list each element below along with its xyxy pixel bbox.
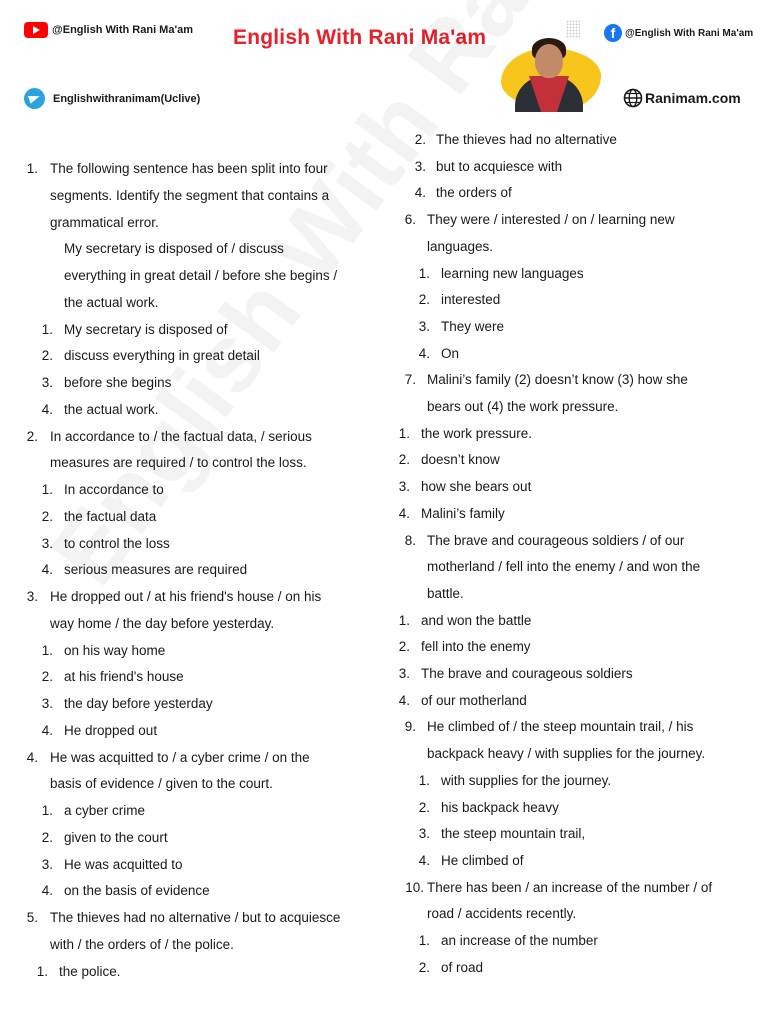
item-text: on the basis of evidence [64,883,210,899]
youtube-handle: @English With Rani Ma'am [52,24,193,36]
item-text: to control the loss [64,535,170,551]
item-number: 1. [41,482,53,497]
item-number: 3. [41,856,53,872]
item-text: an increase of the number [441,933,598,948]
item-text: of our motherland [421,692,527,708]
item-text: He was acquitted to [64,856,183,872]
item-number: 1. [41,642,53,658]
item-text: My secretary is disposed of [64,321,228,337]
item-text: The following sentence has been split into four [50,161,328,176]
item-text: the day before yesterday [64,696,213,711]
item-text: fell into the enemy [421,639,531,655]
item-number: 3. [418,318,430,334]
item-text: the police. [59,963,121,979]
item-number: 2. [41,829,53,845]
item-number: 1. [36,963,48,979]
item-text: measures are required / to control the loss. [50,455,307,471]
item-number: 4. [41,562,53,578]
item-text: a cyber crime [64,803,146,818]
item-text: They were / interested / on / learning new [427,212,675,228]
item-text: basis of evidence / given to the court. [50,776,273,792]
item-number: 9. [404,719,416,735]
item-number: 2. [41,348,53,364]
item-number: 4. [414,185,426,201]
item-text: the actual work. [64,294,159,310]
item-text: motherland / fell into the enemy / and won the [427,559,701,575]
item-text: the orders of [436,185,512,201]
item-text: The brave and courageous soldiers [421,666,633,681]
item-number: 2. [398,639,410,655]
presenter-photo [497,30,607,112]
item-number: 4. [418,852,430,868]
page-header [0,0,768,118]
item-text: the factual data [64,508,157,524]
item-number: 3. [414,158,426,174]
item-text: He was acquitted to / a cyber crime / on the [50,749,310,765]
item-number: 2. [418,799,430,815]
item-text: everything in great detail / before she begins / [64,268,338,283]
item-number: 2. [26,428,38,444]
item-number: 6. [404,212,416,228]
item-text: grammatical error. [50,214,159,230]
facebook-icon: f [604,24,622,42]
item-text: at his friend's house [64,669,184,685]
item-text: languages. [427,238,494,254]
item-number: 1. [418,772,430,788]
item-number: 1. [418,265,430,281]
item-text: In accordance to / the factual data, / serious [50,428,312,444]
telegram-link[interactable] [24,88,200,109]
item-text: of road [441,959,484,975]
facebook-link[interactable] [604,24,753,42]
item-number: 4. [418,345,430,361]
item-text: interested [441,292,501,308]
item-number: 3. [41,696,53,711]
item-number: 4. [41,722,53,738]
item-number: 8. [404,532,416,548]
item-text: the work pressure. [421,425,533,441]
item-text: with / the orders of / the police. [50,936,234,952]
item-text: My secretary is disposed of / discuss [64,241,284,257]
item-number: 2. [41,508,53,524]
item-text: serious measures are required [64,562,248,578]
item-text: and won the battle [421,612,532,628]
item-number: 4. [41,883,53,899]
youtube-icon [24,22,48,38]
telegram-icon [24,88,45,109]
item-number: 2. [418,959,430,975]
item-number: 4. [41,401,53,417]
item-text: battle. [427,585,464,601]
item-number: 1. [398,612,410,628]
item-text: The brave and courageous soldiers / of our [427,532,685,548]
item-number: 2. [398,452,410,468]
item-text: the steep mountain trail, [441,826,586,842]
globe-icon [623,88,643,108]
item-text: Malini’s family (2) doesn’t know (3) how she [427,372,688,388]
item-text: There has been / an increase of the number / of [427,879,713,895]
item-text: Malini’s family [421,505,505,521]
item-number: 1. [41,321,53,337]
item-text: on his way home [64,642,166,658]
item-text: given to the court [64,829,168,845]
item-number: 4. [26,749,38,765]
item-number: 5. [26,910,38,925]
facebook-handle: @English With Rani Ma'am [625,27,754,39]
item-number: 1. [418,933,430,948]
website-label: Ranimam.com [645,90,741,106]
item-number: 2. [414,132,426,147]
item-text: bears out (4) the work pressure. [427,399,619,414]
item-text: his backpack heavy [441,799,559,815]
item-number: 3. [26,589,38,604]
item-text: the actual work. [64,401,159,417]
website-link[interactable] [623,88,741,108]
item-number: 2. [41,669,53,685]
item-text: He dropped out [64,722,158,738]
item-number: 3. [398,479,410,495]
item-text: They were [441,318,505,334]
item-number: 4. [398,505,410,521]
brand-title: English With Rani Ma'am [233,26,487,49]
item-number: 3. [398,666,410,681]
item-text: how she bears out [421,479,532,495]
item-number: 10. [405,879,424,895]
item-text: In accordance to [64,482,164,497]
item-text: segments. Identify the segment that contains a [50,187,330,203]
item-text: way home / the day before yesterday. [50,615,275,631]
item-number: 4. [398,692,410,708]
item-number: 3. [41,535,53,551]
item-text: He dropped out / at his friend's house / on his [50,589,322,604]
item-number: 2. [418,292,430,308]
item-text: with supplies for the journey. [441,772,612,788]
item-text: road / accidents recently. [427,906,577,922]
item-text: doesn’t know [421,452,500,468]
item-number: 3. [41,375,53,390]
item-number: 1. [398,425,410,441]
item-text: learning new languages [441,265,584,281]
item-number: 3. [418,826,430,842]
item-text: On [441,345,460,361]
item-text: before she begins [64,375,172,390]
item-text: discuss everything in great detail [64,348,260,364]
item-text: but to acquiesce with [436,158,563,174]
item-number: 1. [41,803,53,818]
item-text: He climbed of / the steep mountain trail, / his [427,719,694,735]
item-text: The thieves had no alternative [436,132,617,147]
item-number: 7. [404,372,416,388]
item-text: backpack heavy / with supplies for the journey. [427,746,706,762]
item-text: The thieves had no alternative / but to acquiesce [50,910,341,925]
item-text: He climbed of [441,852,524,868]
item-number: 1. [26,161,38,176]
telegram-handle: Englishwithranimam(Uclive) [53,92,201,105]
youtube-link[interactable] [24,22,193,38]
